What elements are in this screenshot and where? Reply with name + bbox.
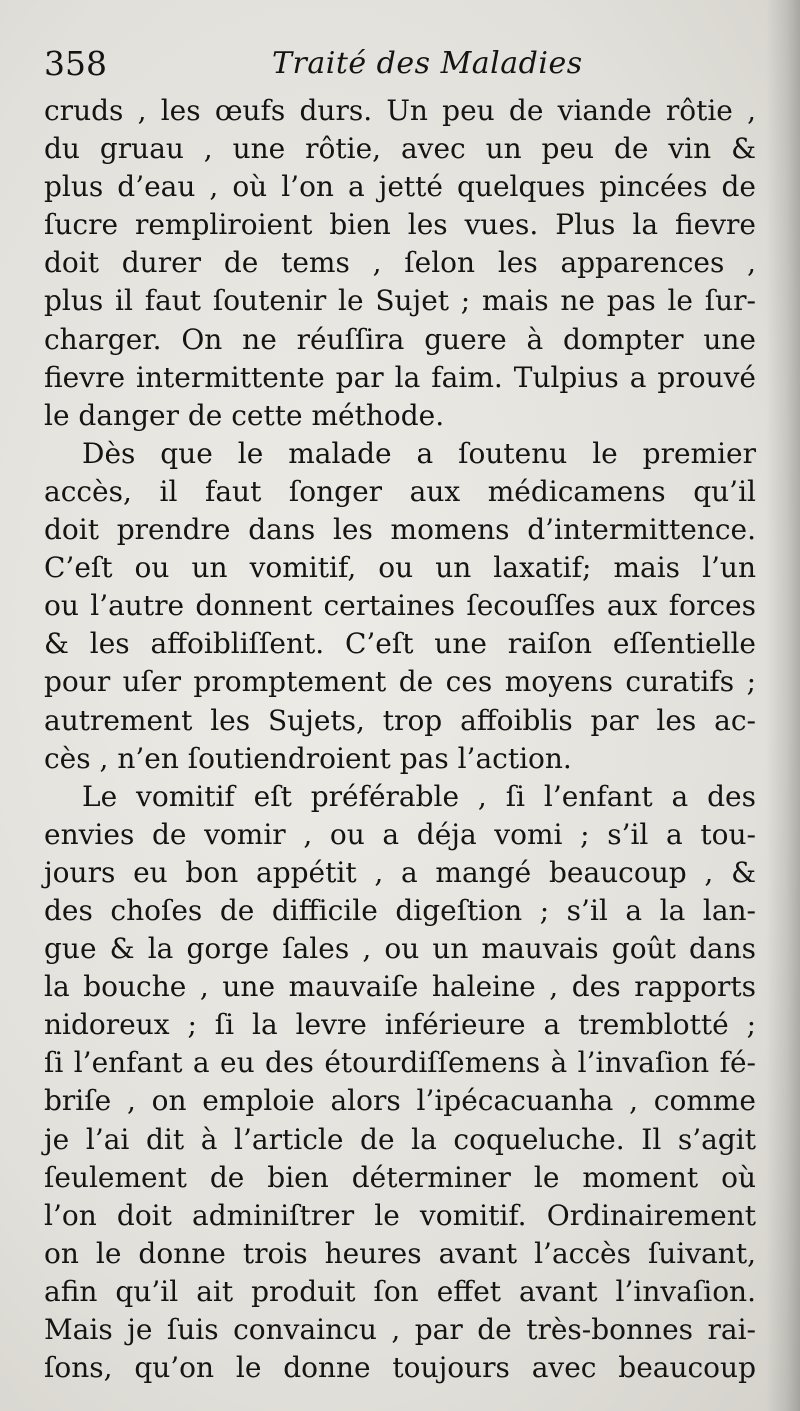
text-line: du gruau , une rôtie, avec un peu de vin & (44, 132, 756, 166)
body-text (44, 92, 756, 1387)
text-line: doit durer de tems , ſelon les apparences , (44, 246, 756, 280)
text-line: ſucre rempliroient bien les vues. Plus la fievre (44, 208, 756, 242)
page-gutter-shadow (766, 0, 800, 1411)
text-line: ou l’autre donnent certaines ſecouſſes aux forces (44, 589, 756, 623)
text-line: envies de vomir , ou a déja vomi ; s’il a tou- (44, 817, 756, 851)
paragraph-2 (44, 435, 756, 778)
text-line: cruds , les œufs durs. Un peu de viande rôtie , (44, 94, 756, 127)
text-line: cès , n’en ſoutiendroient pas l’action. (44, 741, 572, 775)
text-line: nidoreux ; ſi la levre inférieure a tremblotté ; (44, 1008, 756, 1042)
text-line: Mais je ſuis convaincu , par de très-bonnes rai- (44, 1313, 756, 1346)
text-line: Le vomitif eſt préférable , ſi l’enfant a des (82, 779, 756, 813)
text-line: la bouche , une mauvaiſe haleine , des rapports (44, 970, 756, 1004)
text-line: gue & la gorge ſales , ou un mauvais goût dans (44, 932, 756, 966)
text-line: plus il faut ſoutenir le Sujet ; mais ne pas le ſur- (44, 284, 756, 318)
page-header (44, 44, 764, 94)
text-line: pour uſer promptement de ces moyens curatifs ; (44, 665, 756, 699)
text-line: Dès que le malade a ſoutenu le premier (82, 436, 756, 470)
text-line: & les affoibliſſent. C’eſt une raiſon eſſentielle (44, 627, 756, 661)
text-line: jours eu bon appétit , a mangé beaucoup , & (44, 855, 756, 889)
text-line: des choſes de difficile digeſtion ; s’il a la lan- (44, 893, 756, 927)
text-line: je l’ai dit à l’article de la coqueluche. Il s’agit (44, 1122, 756, 1156)
text-line: le danger de cette méthode. (44, 398, 445, 432)
text-line: autrement les Sujets, trop affoiblis par les ac- (44, 703, 756, 737)
page-number: 358 (44, 44, 107, 83)
text-line: plus d’eau , où l’on a jetté quelques pincées de (44, 170, 756, 204)
text-line: accès, il faut ſonger aux médicamens qu’il (44, 474, 756, 508)
text-line: on le donne trois heures avant l’accès ſuivant, (44, 1236, 756, 1270)
text-line: ſi l’enfant a eu des étourdiſſemens à l’invaſion fé- (44, 1046, 756, 1080)
paragraph-3 (44, 778, 756, 1388)
text-line: briſe , on emploie alors l’ipécacuanha , comme (44, 1084, 756, 1118)
text-line: ſeulement de bien déterminer le moment où (44, 1160, 756, 1194)
running-title: Traité des Maladies (272, 46, 583, 81)
text-line: C’eſt ou un vomitif, ou un laxatif; mais l’un (44, 551, 756, 585)
text-line: afin qu’il ait produit ſon effet avant l’invaſion. (44, 1274, 756, 1308)
text-line: doit prendre dans les momens d’intermittence. (44, 513, 756, 547)
text-line: l’on doit adminiſtrer le vomitif. Ordinairement (44, 1198, 756, 1232)
text-line: ſons, qu’on le donne toujours avec beaucoup (44, 1351, 756, 1385)
text-line: charger. On ne réuſſira guere à dompter une (44, 322, 756, 356)
text-line: fievre intermittente par la faim. Tulpius a prouvé (44, 360, 756, 394)
paragraph-1 (44, 92, 756, 435)
